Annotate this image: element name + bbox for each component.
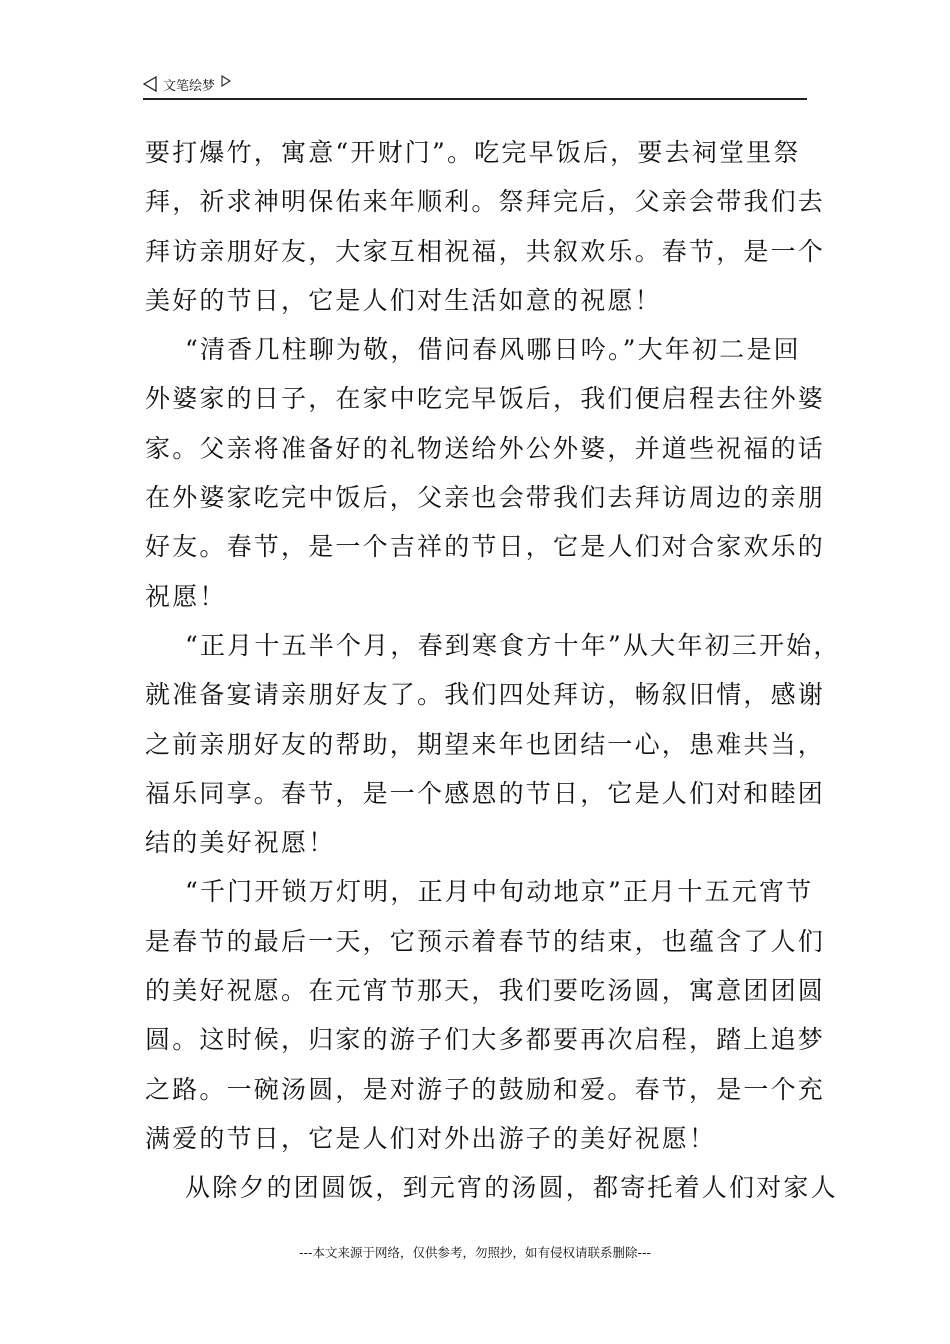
triangle-right-icon	[221, 75, 231, 87]
text-line: 福乐同享。春节，是一个感恩的节日，它是人们对和睦团	[145, 778, 826, 808]
text-line: 要打爆竹，寓意“开财门”。吃完早饭后，要去祠堂里祭	[145, 138, 801, 167]
text-line: “正月十五半个月，春到寒食方十年”从大年初三开始，	[185, 630, 841, 660]
text-line: “千门开锁万灯明，正月中旬动地京”正月十五元宵节	[185, 877, 814, 907]
text-line: 祝愿！	[145, 581, 227, 611]
text-line: 满爱的节日，它是人们对外出游子的美好祝愿！	[145, 1123, 717, 1153]
text-line: 从除夕的团圆饭，到元宵的汤圆，都寄托着人们对家人	[185, 1173, 838, 1203]
text-line: 外婆家的日子，在家中吃完早饭后，我们便启程去往外婆	[145, 384, 826, 414]
header-title: 文笔绘梦	[163, 78, 216, 94]
text-line: 好友。春节，是一个吉祥的节日，它是人们对合家欢乐的	[145, 532, 826, 562]
text-line: 之前亲朋好友的帮助，期望来年也团结一心，患难共当，	[145, 729, 826, 759]
triangle-left-icon	[143, 76, 157, 92]
text-line: 之路。一碗汤圆，是对游子的鼓励和爱。春节，是一个充	[145, 1074, 826, 1104]
paragraph	[145, 867, 826, 1163]
paragraph	[145, 1163, 838, 1212]
text-line: 的美好祝愿。在元宵节那天，我们要吃汤圆，寓意团团圆	[145, 976, 826, 1006]
text-line: 结的美好祝愿！	[145, 828, 336, 858]
paragraph	[145, 325, 826, 621]
text-line: 圆。这时候，归家的游子们大多都要再次启程，踏上追梦	[145, 1025, 826, 1055]
text-line: 就准备宴请亲朋好友了。我们四处拜访，畅叙旧情，感谢	[145, 680, 826, 710]
text-line: 美好的节日，它是人们对生活如意的祝愿！	[145, 285, 662, 315]
paragraph	[145, 128, 826, 325]
text-line: 是春节的最后一天，它预示着春节的结束，也蕴含了人们	[145, 926, 826, 956]
text-line: 拜访亲朋好友，大家互相祝福，共叙欢乐。春节，是一个	[145, 236, 826, 266]
paragraph	[145, 621, 841, 867]
text-line: 在外婆家吃完中饭后，父亲也会带我们去拜访周边的亲朋	[145, 483, 826, 513]
text-line: 家。父亲将准备好的礼物送给外公外婆，并道些祝福的话	[145, 433, 826, 463]
text-line: 拜，祈求神明保佑来年顺利。祭拜完后，父亲会带我们去	[145, 187, 826, 217]
page-header	[143, 72, 807, 100]
article-body	[145, 128, 841, 1213]
header-row	[143, 74, 231, 94]
text-line: “清香几柱聊为敬，借问春风哪日吟。”大年初二是回	[185, 335, 801, 365]
footer-disclaimer: ---本文来源于网络，仅供参考，勿照抄，如有侵权请联系删除---	[298, 1245, 652, 1260]
